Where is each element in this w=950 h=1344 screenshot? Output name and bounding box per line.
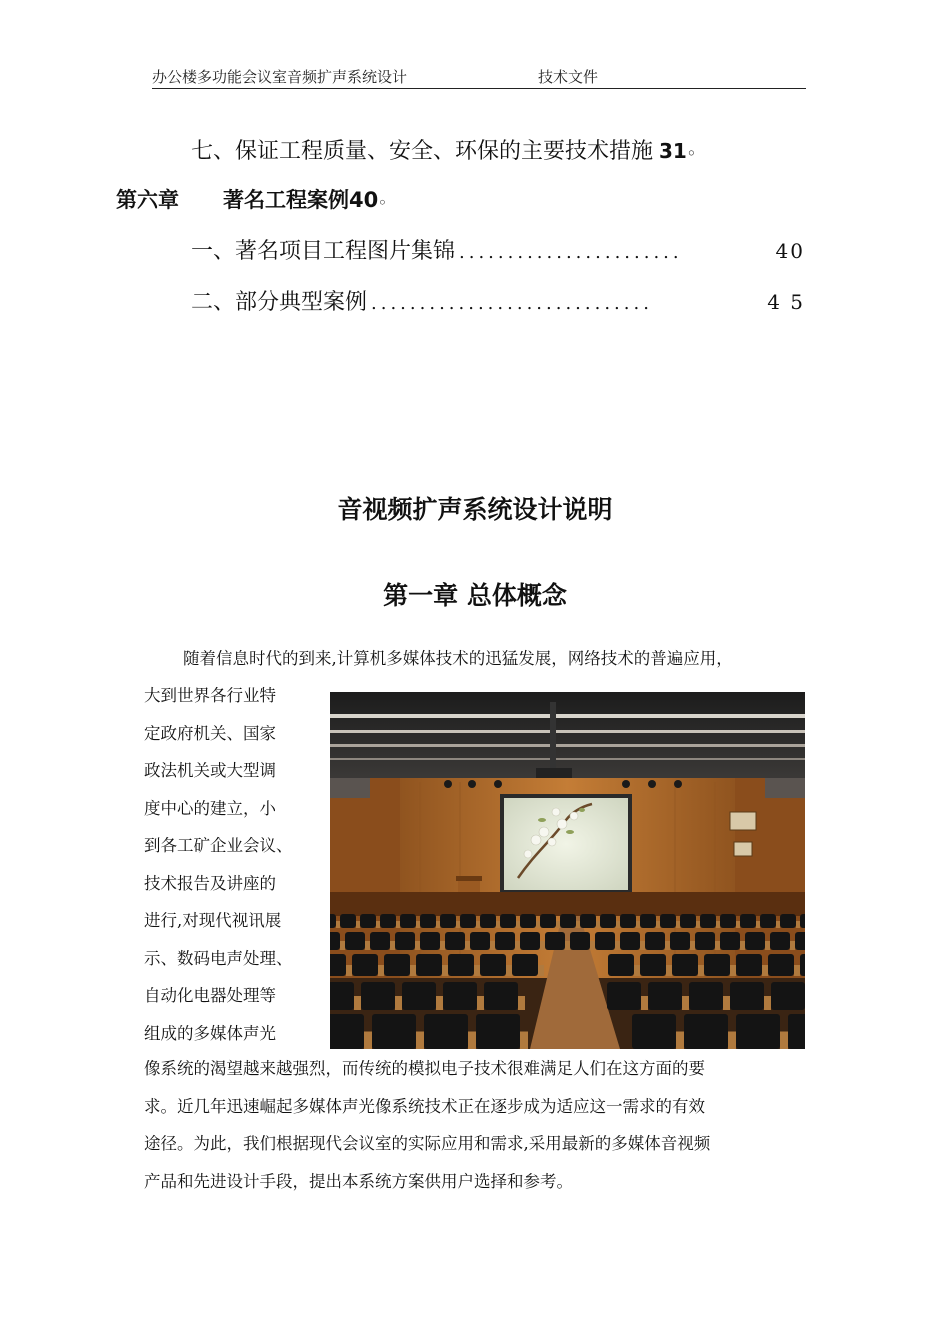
paragraph-line: 产品和先进设计手段，提出本系统方案供用户选择和参考。: [144, 1171, 573, 1191]
document-title: 音视频扩声系统设计说明: [337, 495, 613, 524]
toc-entry-page: 4 5: [767, 290, 805, 314]
paragraph-line: 大到世界各行业特: [144, 686, 276, 705]
page-header: [152, 64, 806, 89]
paragraph-line: 求。近几年迅速崛起多媒体声光像系统技术正在逐步成为适应这一需求的有效: [144, 1096, 705, 1116]
conference-hall-photo: [330, 692, 805, 1049]
chapter-title: 第一章 总体概念: [383, 581, 567, 610]
toc-chapter-6-title: 著名工程案例: [223, 188, 349, 212]
paragraph-line: 定政府机关、国家: [144, 723, 276, 743]
toc-entry-1: [191, 234, 805, 265]
toc-leader-dots: .......................: [459, 242, 683, 263]
toc-chapter-6: 第六章 著名工程案例40◦: [116, 188, 387, 212]
paragraph-line: 组成的多媒体声光: [144, 1023, 276, 1043]
toc-entry-page: 40: [775, 239, 805, 263]
paragraph-line: 进行,对现代视讯展: [144, 911, 282, 930]
paragraph-first-line: 随着信息时代的到来,计算机多媒体技术的迅猛发展，网络技术的普遍应用，: [183, 649, 733, 668]
toc-entry-label: 一、著名项目工程图片集锦: [191, 239, 456, 264]
toc-entry-label: 二、部分典型案例: [191, 290, 368, 315]
paragraph-line: 度中心的建立，小: [144, 798, 276, 818]
paragraph-line: 到各工矿企业会议、: [144, 836, 293, 855]
paragraph-line: 像系统的渴望越来越强烈，而传统的模拟电子技术很难满足人们在这方面的要: [144, 1059, 705, 1078]
header-document-title: 办公楼多功能会议室音频扩声系统设计: [152, 68, 408, 86]
paragraph-line: 政法机关或大型调: [144, 761, 276, 780]
paragraph-continuation: [144, 1050, 814, 1200]
toc-item-7-page: 31: [659, 139, 687, 163]
toc-chapter-6-number: 第六章: [116, 188, 179, 212]
toc-chapter-6-page: 40: [349, 188, 379, 212]
toc-leader-dots: .............................: [371, 293, 653, 314]
toc-item-7-label: 七、保证工程质量、安全、环保的主要技术措施: [191, 139, 654, 164]
toc-entry-2: [191, 285, 805, 316]
toc-item-7: 七、保证工程质量、安全、环保的主要技术措施 31◦: [191, 139, 696, 164]
paragraph-line: 示、数码电声处理、: [144, 948, 293, 968]
paragraph-line: 自动化电器处理等: [144, 986, 276, 1005]
paragraph-line: 技术报告及讲座的: [144, 873, 276, 893]
paragraph-wrapped-column: [144, 677, 314, 1052]
header-document-type: 技术文件: [538, 68, 599, 86]
paragraph-line: 途径。为此，我们根据现代会议室的实际应用和需求,采用最新的多媒体音视频: [144, 1134, 711, 1153]
